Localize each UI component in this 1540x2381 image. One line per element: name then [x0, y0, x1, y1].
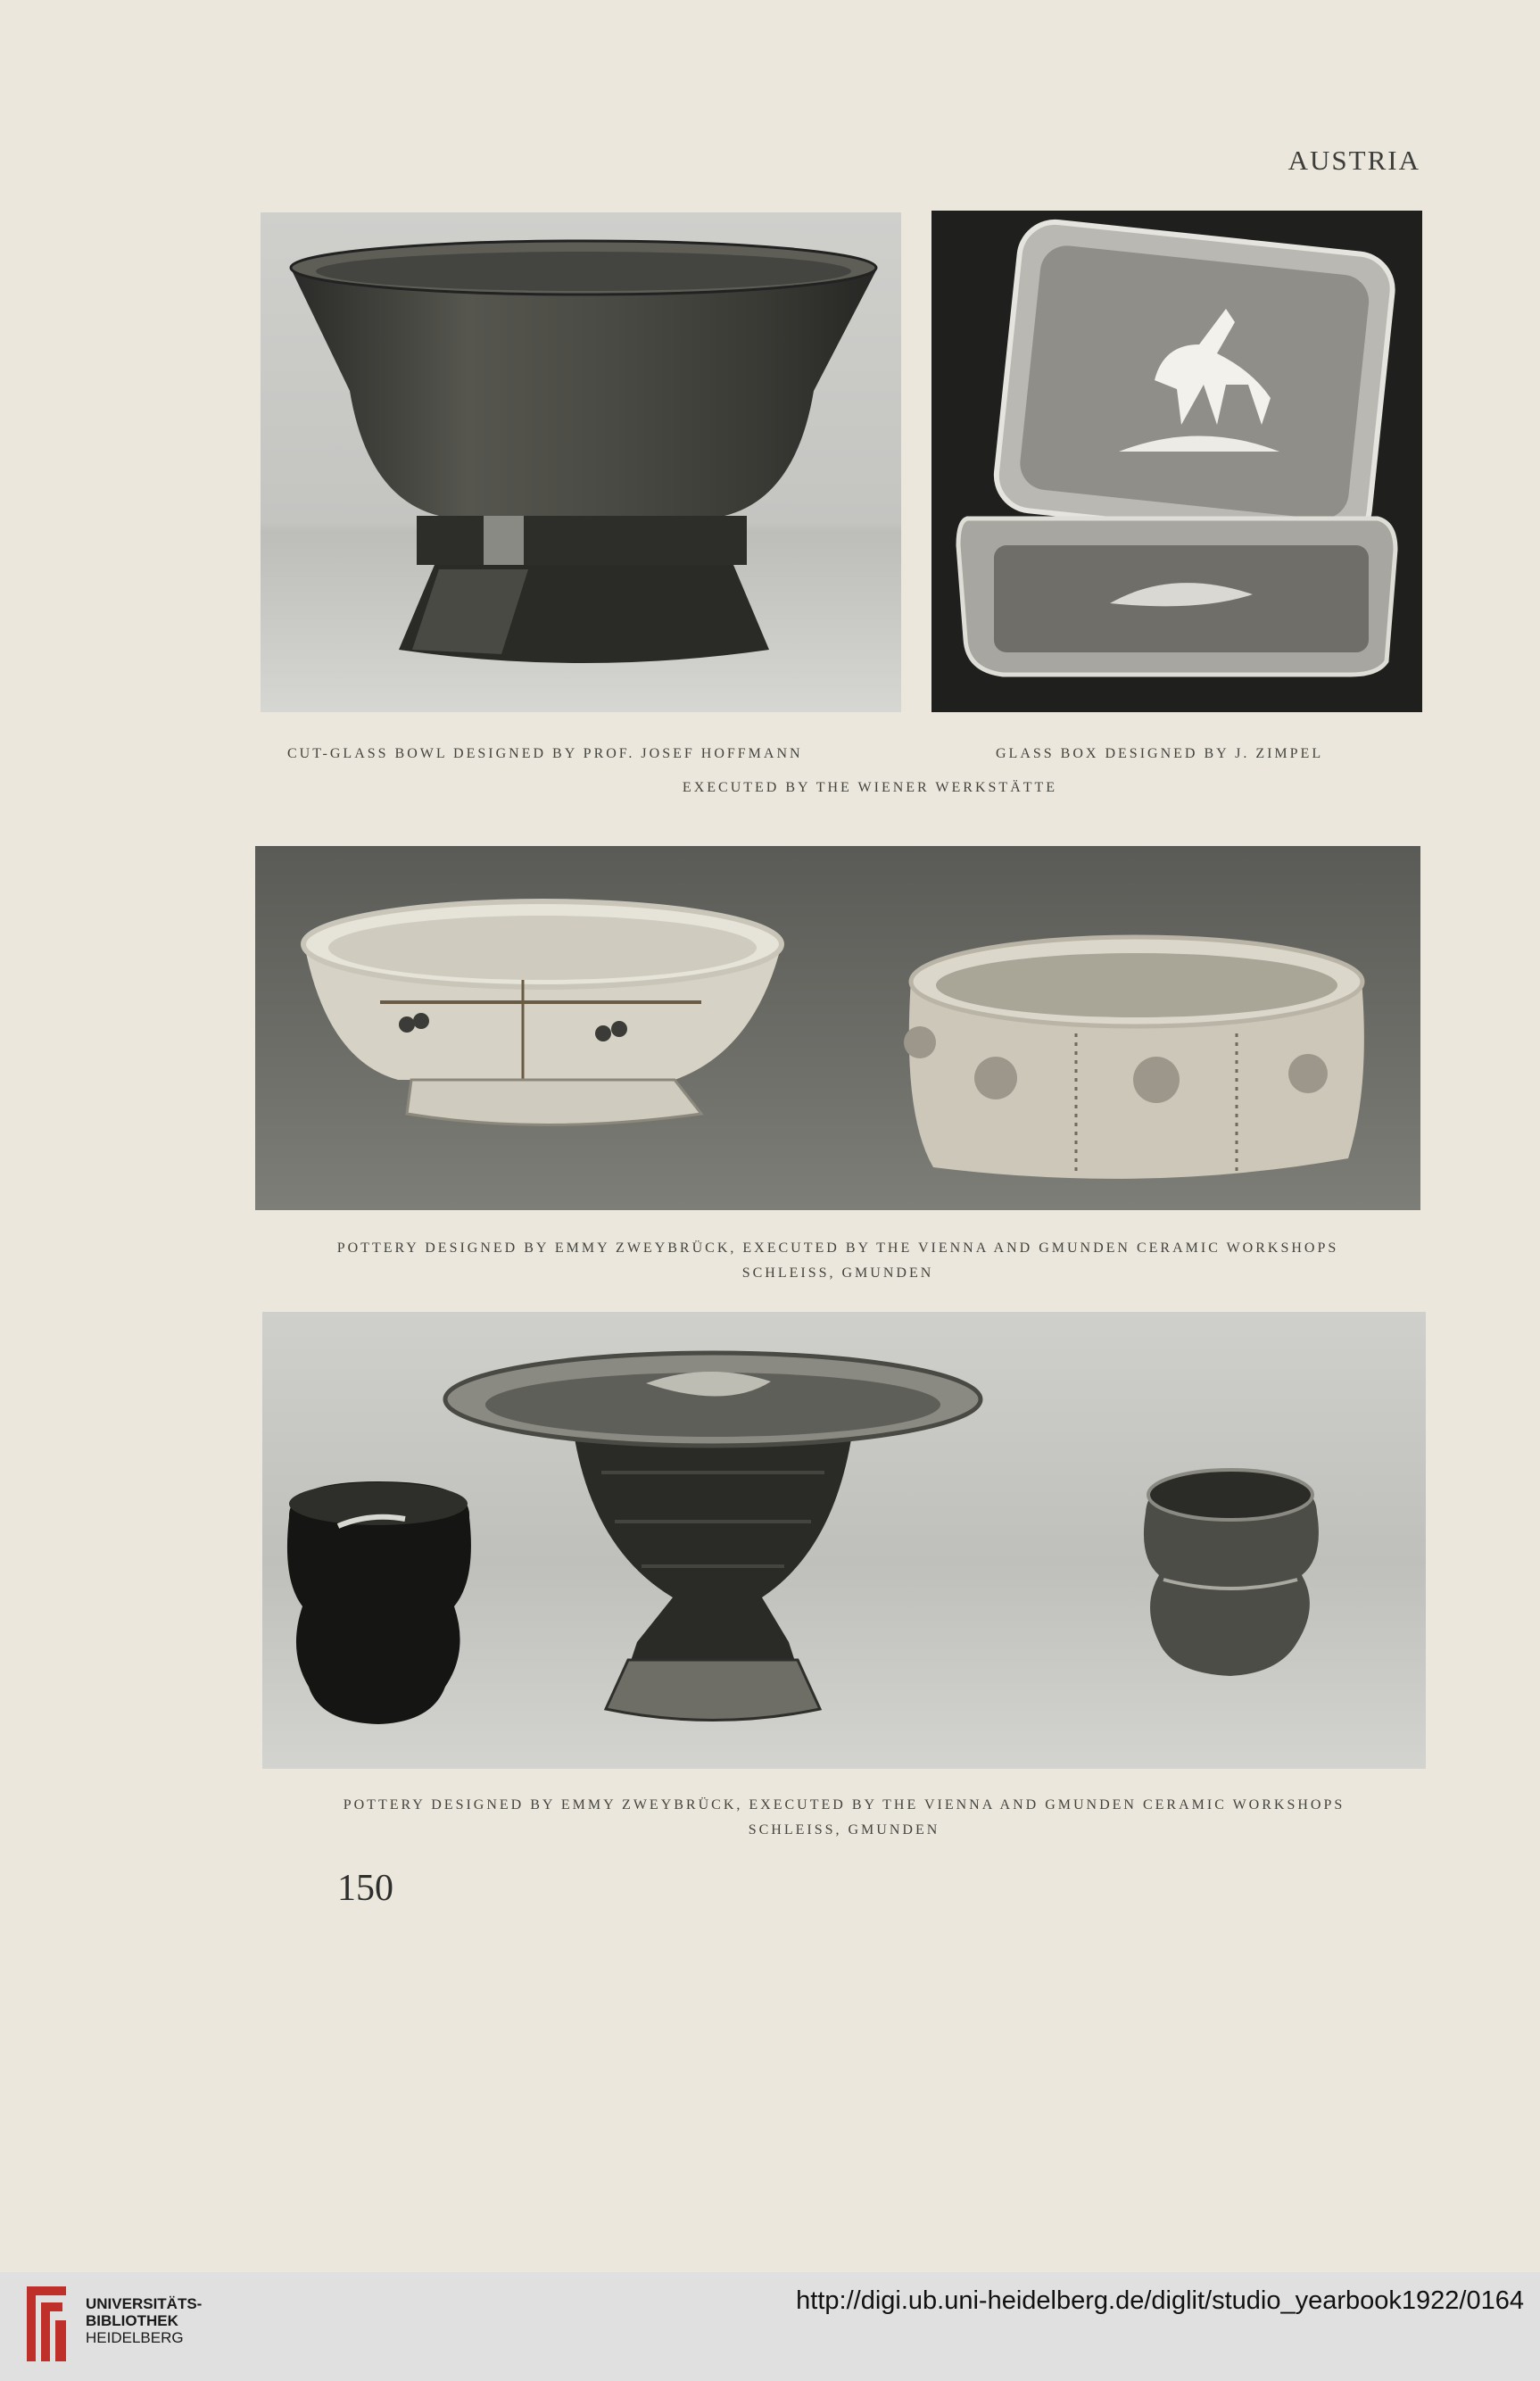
caption-glass-box: GLASS BOX DESIGNED BY J. ZIMPEL [996, 746, 1324, 761]
photo-pottery-two-bowls [255, 846, 1420, 1210]
library-name-line3: HEIDELBERG [86, 2329, 184, 2346]
library-name-line1: UNIVERSITÄTS- [86, 2295, 203, 2312]
photo-glass-box [931, 211, 1422, 712]
library-name-line2: BIBLIOTHEK [86, 2312, 178, 2329]
caption-executed-by: EXECUTED BY THE WIENER WERKSTÄTTE [682, 780, 1058, 795]
caption-pottery-two-bowls-line1: POTTERY DESIGNED BY EMMY ZWEYBRÜCK, EXECUTED BY THE VIENNA AND GMUNDEN CERAMIC WORKSHOPS [336, 1240, 1339, 1256]
photo-pottery-three-vessels [262, 1312, 1426, 1769]
caption-pottery-three-vessels-line2: SCHLEISS, GMUNDEN [748, 1822, 940, 1838]
caption-pottery-three-vessels-line1: POTTERY DESIGNED BY EMMY ZWEYBRÜCK, EXECUTED BY THE VIENNA AND GMUNDEN CERAMIC WORKSHOPS [343, 1797, 1345, 1813]
running-head: AUSTRIA [1287, 145, 1420, 176]
caption-cut-glass-bowl: CUT-GLASS BOWL DESIGNED BY PROF. JOSEF HOFFMANN [287, 746, 803, 761]
library-name [86, 2295, 202, 2346]
permalink-url[interactable]: http://digi.ub.uni-heidelberg.de/diglit/studio_yearbook1922/0164 [796, 2286, 1524, 2315]
caption-pottery-two-bowls-line2: SCHLEISS, GMUNDEN [741, 1265, 934, 1281]
photo-cut-glass-bowl [261, 212, 901, 712]
page-number: 150 [337, 1868, 393, 1909]
library-logo-icon [20, 2281, 73, 2367]
